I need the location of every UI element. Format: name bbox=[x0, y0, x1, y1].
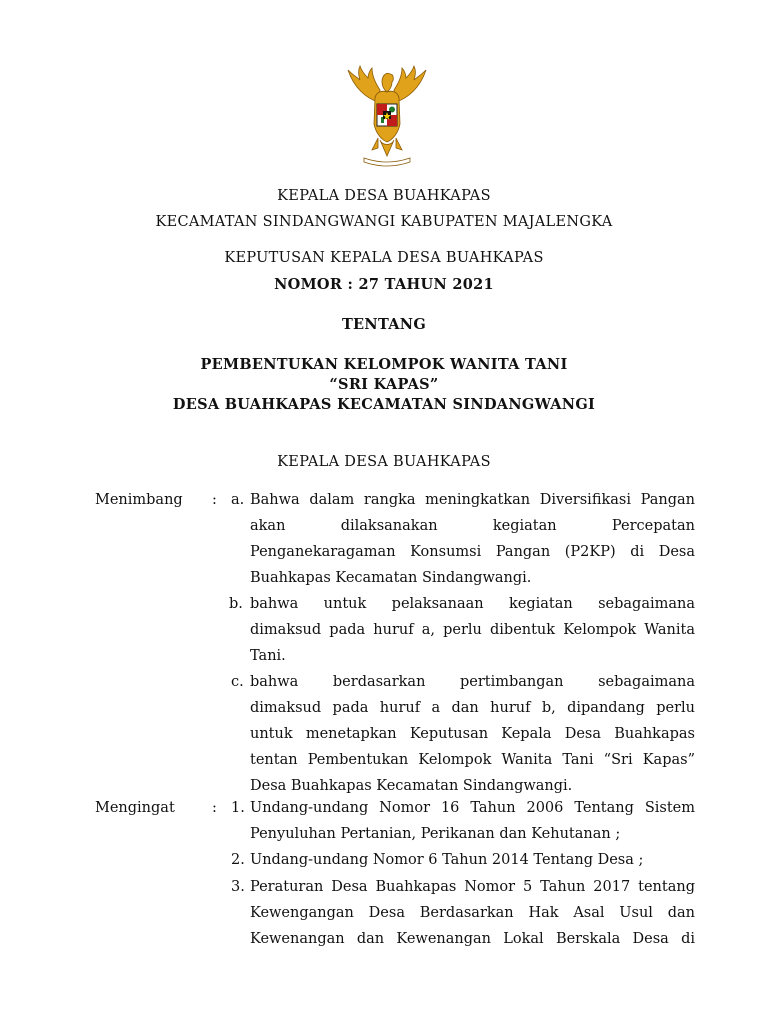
mengingat-item-1-marker: 1. bbox=[231, 800, 245, 816]
menimbang-item-c-line: Desa Buahkapas Kecamatan Sindangwangi. bbox=[250, 778, 573, 794]
menimbang-item-c-line: untuk menetapkan Keputusan Kepala Desa Buahkapas bbox=[250, 726, 695, 742]
mengingat-item-3-line: Kewenangan dan Kewenangan Lokal Berskala Desa di bbox=[250, 931, 695, 947]
menimbang-item-a-marker: a. bbox=[231, 492, 245, 508]
menimbang-item-c-marker: c. bbox=[231, 674, 244, 690]
mengingat-item-1-line: Penyuluhan Pertanian, Perikanan dan Kehutanan ; bbox=[250, 826, 621, 842]
menimbang-item-a-line: akan dilaksanakan kegiatan Percepatan bbox=[250, 518, 695, 534]
header-line-2: KECAMATAN SINDANGWANGI KABUPATEN MAJALENGKA bbox=[155, 214, 613, 230]
menimbang-item-b-line: bahwa untuk pelaksanaan kegiatan sebagaimana bbox=[250, 596, 695, 612]
menimbang-label: Menimbang bbox=[95, 492, 183, 508]
signatory-heading: KEPALA DESA BUAHKAPAS bbox=[277, 454, 491, 470]
mengingat-item-3-line: Kewengangan Desa Berdasarkan Hak Asal Usul dan bbox=[250, 905, 695, 921]
mengingat-item-2-line: Undang-undang Nomor 6 Tahun 2014 Tentang Desa ; bbox=[250, 852, 644, 868]
mengingat-item-3-line: Peraturan Desa Buahkapas Nomor 5 Tahun 2017 tentang bbox=[250, 879, 695, 895]
menimbang-item-b-line: dimaksud pada huruf a, perlu dibentuk Kelompok Wanita bbox=[250, 622, 695, 638]
title-line-3: DESA BUAHKAPAS KECAMATAN SINDANGWANGI bbox=[172, 396, 596, 413]
menimbang-item-b-line: Tani. bbox=[250, 648, 286, 664]
header-line-3: KEPUTUSAN KEPALA DESA BUAHKAPAS bbox=[224, 250, 544, 266]
menimbang-item-a-line: Penganekaragaman Konsumsi Pangan (P2KP) di Desa bbox=[250, 544, 695, 560]
mengingat-item-1-line: Undang-undang Nomor 16 Tahun 2006 Tentang Sistem bbox=[250, 800, 695, 816]
garuda-emblem-icon bbox=[342, 62, 432, 172]
menimbang-item-c-line: dimaksud pada huruf a dan huruf b, dipandang perlu bbox=[250, 700, 695, 716]
mengingat-colon: : bbox=[212, 800, 217, 816]
mengingat-item-3-marker: 3. bbox=[231, 879, 245, 895]
mengingat-item-2-marker: 2. bbox=[231, 852, 245, 868]
menimbang-colon: : bbox=[212, 492, 217, 508]
menimbang-item-a-line: Buahkapas Kecamatan Sindangwangi. bbox=[250, 570, 532, 586]
menimbang-item-c-line: bahwa berdasarkan pertimbangan sebagaimana bbox=[250, 674, 695, 690]
menimbang-item-b-marker: b. bbox=[229, 596, 243, 612]
menimbang-item-a-line: Bahwa dalam rangka meningkatkan Diversifikasi Pangan bbox=[250, 492, 695, 508]
decree-number: NOMOR : 27 TAHUN 2021 bbox=[274, 276, 494, 293]
header-line-1: KEPALA DESA BUAHKAPAS bbox=[277, 188, 491, 204]
title-line-1: PEMBENTUKAN KELOMPOK WANITA TANI bbox=[200, 356, 568, 373]
title-line-2: “SRI KAPAS” bbox=[329, 376, 439, 393]
mengingat-label: Mengingat bbox=[95, 800, 175, 816]
tentang-heading: TENTANG bbox=[341, 316, 427, 333]
menimbang-item-c-line: tentan Pembentukan Kelompok Wanita Tani “Sri Kapas” bbox=[250, 752, 695, 768]
